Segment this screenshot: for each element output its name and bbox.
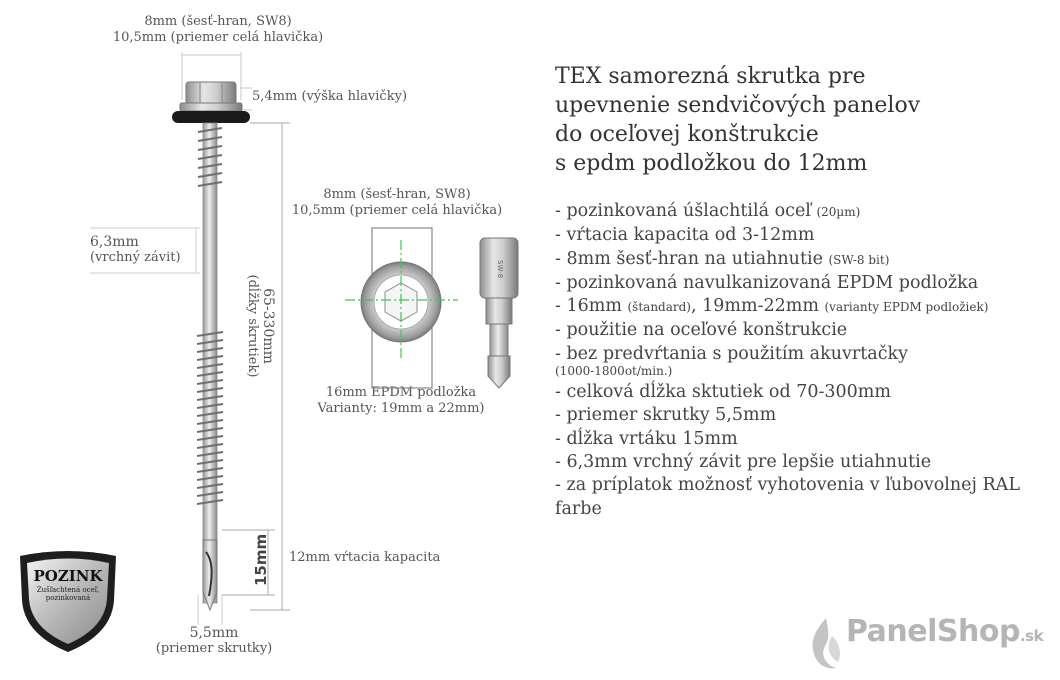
feature-small: (20µm) bbox=[816, 205, 861, 219]
feature-text: - 6,3mm vrchný závit pre lepšie utiahnutie bbox=[555, 451, 932, 472]
feature-text2: , 19mm-22mm bbox=[690, 296, 825, 317]
length-dimension bbox=[250, 123, 290, 610]
drill-capacity-label: 12mm vŕtacia kapacita bbox=[289, 550, 441, 565]
feature-item bbox=[555, 451, 1050, 474]
feature-item bbox=[555, 381, 1050, 404]
feature-text: - pozinkovaná úšlachtilá oceľ bbox=[555, 201, 817, 221]
logo-name: PanelShop bbox=[846, 614, 1020, 649]
feature-small: (SW-8 bit) bbox=[828, 252, 890, 267]
diameter-note: (priemer skrutky) bbox=[155, 641, 273, 656]
socket-bit bbox=[480, 238, 518, 388]
head-diameter: 10,5mm (priemer celá hlavička) bbox=[112, 30, 324, 45]
page-title bbox=[555, 62, 1035, 178]
feature-text: - vŕtacia kapacita od 3-12mm bbox=[555, 225, 815, 246]
feature-item bbox=[555, 295, 1050, 319]
title-line-2: upevnenie sendvičových panelov bbox=[555, 93, 921, 118]
drill-length-label: 15mm bbox=[252, 533, 270, 586]
badge-subtitle bbox=[22, 586, 114, 602]
feature-small: (štandard) bbox=[627, 300, 691, 315]
title-line-3: do oceľovej konštrukcie bbox=[555, 122, 819, 147]
feature-text: - pozinkovaná navulkanizovaná EPDM podložka bbox=[555, 272, 979, 293]
badge-line2: pozinkovaná bbox=[45, 594, 91, 602]
head-height-label: 5,4mm (výška hlavičky) bbox=[252, 89, 408, 104]
feature-text: - 16mm bbox=[555, 296, 628, 317]
feature-item bbox=[555, 428, 1050, 451]
top-view-hex-size: 8mm (šesť-hran, SW8) bbox=[323, 187, 471, 202]
upper-thread-size: 6,3mm bbox=[90, 234, 139, 250]
feature-item bbox=[555, 343, 1050, 366]
washer-variants: Varianty: 19mm a 22mm) bbox=[317, 401, 485, 416]
feature-text: - použitie na oceľové konštrukcie bbox=[555, 320, 848, 341]
feature-item bbox=[555, 248, 1050, 272]
feature-item bbox=[555, 404, 1050, 427]
panelshop-logo bbox=[846, 614, 1043, 649]
flame-logo-icon bbox=[806, 616, 844, 672]
title-line-4: s epdm podložkou do 12mm bbox=[555, 151, 868, 176]
feature-text: - bez predvŕtania s použitím akuvrtačky bbox=[555, 343, 908, 364]
head-hex-size: 8mm (šesť-hran, SW8) bbox=[144, 14, 292, 29]
top-view-head-diameter: 10,5mm (priemer celá hlavička) bbox=[291, 203, 503, 218]
screw-shaft bbox=[203, 123, 217, 603]
upper-thread-note: (vrchný závit) bbox=[90, 250, 181, 265]
feature-text: - 8mm šesť-hran na utiahnutie bbox=[555, 248, 829, 269]
feature-text: - celková dĺžka sktutiek od 70-300mm bbox=[555, 382, 891, 403]
thread-reference-lines bbox=[90, 228, 200, 273]
title-line-1: TEX samorezná skrutka pre bbox=[555, 64, 866, 89]
logo-suffix: .sk bbox=[1019, 627, 1044, 645]
feature-sub: (1000-1800ot/min.) bbox=[555, 364, 673, 379]
screw-head bbox=[180, 82, 242, 111]
feature-list bbox=[555, 200, 1050, 521]
length-note: (dĺžky skrutiek) bbox=[245, 274, 260, 378]
feature-item bbox=[555, 200, 1050, 224]
washer-size: 16mm EPDM podložka bbox=[325, 385, 477, 400]
feature-item bbox=[555, 319, 1050, 342]
feature-item bbox=[555, 224, 1050, 247]
feature-text: - dĺžka vrtáku 15mm bbox=[555, 428, 738, 449]
badge-title: POZINK bbox=[33, 567, 103, 585]
length-range: 65-330mm bbox=[260, 288, 276, 364]
bit-label: SW-8 bbox=[496, 260, 504, 279]
top-view bbox=[345, 228, 458, 388]
feature-item bbox=[555, 474, 1050, 521]
feature-item bbox=[555, 272, 1050, 295]
epdm-washer-side bbox=[172, 111, 250, 123]
drill-length-dimension bbox=[222, 530, 275, 595]
feature-text: - priemer skrutky 5,5mm bbox=[555, 405, 777, 426]
feature-text: - za príplatok možnosť vyhotovenia v ľubovolnej RAL farbe bbox=[555, 475, 1020, 519]
badge-line1: Zušľachtená oceľ, bbox=[36, 586, 100, 594]
feature-small2: (varianty EPDM podložiek) bbox=[824, 300, 989, 315]
diameter-size: 5,5mm bbox=[189, 625, 239, 641]
